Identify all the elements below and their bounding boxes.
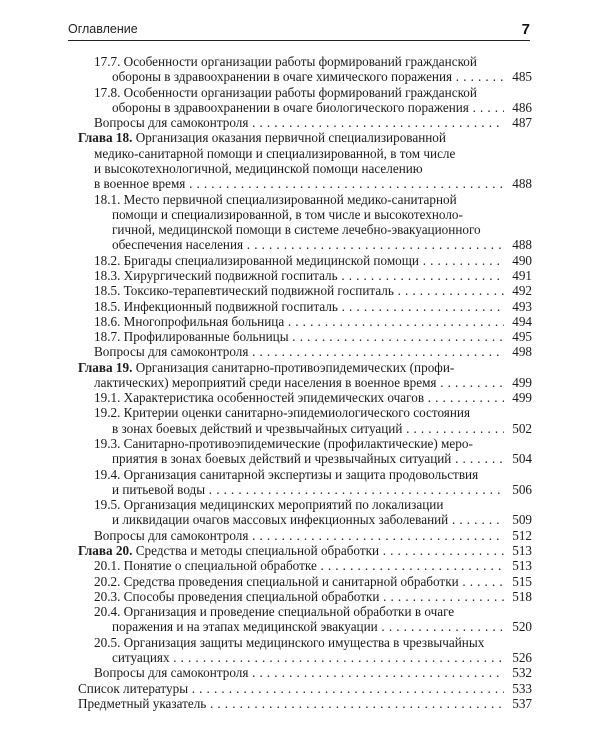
toc-entry-text: 18.1. Место первичной специализированной медико-санитарной <box>94 191 457 207</box>
toc-page-number: 488 <box>512 237 532 253</box>
toc-page-number: 495 <box>512 329 532 344</box>
toc-entry-text: Вопросы для самоконтроля <box>94 344 249 360</box>
toc-entry-text: 19.4. Организация санитарной экспертизы и защита продовольствия <box>94 466 479 482</box>
toc-entry-text: 20.1. Понятие о специальной обработке <box>94 558 317 574</box>
toc-page-number: 506 <box>512 481 532 497</box>
toc-page-number: 498 <box>512 344 532 360</box>
toc-page-number: 492 <box>512 283 532 299</box>
toc-entry-text: в военное время <box>94 176 186 192</box>
toc-entry-text: 20.3. Способы проведения специальной обработки <box>94 588 380 604</box>
toc-entry-text: Организация санитарно-противоэпидемических (профи- <box>132 359 455 375</box>
toc-page-number: 499 <box>512 390 532 406</box>
header-page-number: 7 <box>521 21 530 38</box>
toc-entry-text: 20.2. Средства проведения специальной и санитарной обработки <box>94 573 459 589</box>
toc-page-number: 515 <box>512 573 532 589</box>
toc-entry-text: 18.7. Профилированные больницы <box>94 329 289 344</box>
toc-entry-text: ситуациях <box>112 649 170 665</box>
toc-page-number: 537 <box>512 695 532 711</box>
toc-entry-text: Вопросы для самоконтроля <box>94 665 249 681</box>
toc-entry-text: обеспечения населения <box>112 237 244 253</box>
toc-entry-text: обороны в здравоохранении в очаге биологического поражения <box>112 99 469 115</box>
toc-entry-text: 18.3. Хирургический подвижной госпиталь <box>94 267 338 283</box>
toc-page-number: 499 <box>512 374 532 390</box>
toc-entry-text: 20.5. Организация защиты медицинского имущества в чрезвычайных <box>94 634 485 650</box>
toc-entry-text: 19.1. Характеристика особенностей эпидемических очагов <box>94 390 425 406</box>
toc-entry-text: и питьевой воды <box>112 481 206 497</box>
toc-page-number: 493 <box>512 298 532 314</box>
toc-chapter-label: Глава 18. <box>78 130 133 146</box>
toc-page-number: 488 <box>512 176 532 192</box>
toc-chapter-label: Глава 20. <box>78 543 133 558</box>
toc-page-number: 526 <box>512 649 532 665</box>
toc-entry-text: Средства и методы специальной обработки <box>132 543 380 558</box>
toc-page-number: 494 <box>512 313 532 329</box>
toc-entry-text: медико-санитарной помощи и специализированной, в том числе <box>94 145 456 161</box>
toc-page-number: 512 <box>512 527 532 543</box>
toc-page-number: 504 <box>512 451 532 467</box>
toc-page-number: 485 <box>512 69 532 85</box>
toc-entry-text: в зонах боевых действий и чрезвычайных ситуаций <box>112 420 403 436</box>
toc-entry-text: 18.6. Многопрофильная больница <box>94 313 285 329</box>
toc-entry-text: 19.3. Санитарно-противоэпидемические (профилактические) меро- <box>94 436 473 451</box>
toc-entry-text: 20.4. Организация и проведение специальной обработки в очаге <box>94 604 455 620</box>
toc-entry-text: помощи и специализированной, в том числе и высокотехноло- <box>112 206 463 222</box>
toc-page-number: 502 <box>512 420 532 436</box>
toc-entry-text: лактических) мероприятий среди населения в военное время <box>94 374 437 390</box>
toc-entry-text: 19.2. Критерии оценки санитарно-эпидемиологического состояния <box>94 405 471 421</box>
toc-page-number: 490 <box>512 252 532 268</box>
toc-page-number: 487 <box>512 115 532 131</box>
toc-entry-text: и высокотехнологичной, медицинской помощи населению <box>94 161 423 176</box>
toc-entry-text: поражения и на этапах медицинской эвакуации <box>112 619 378 635</box>
toc-entry-text: 18.5. Токсико-терапевтический подвижной госпиталь <box>94 283 394 299</box>
running-header <box>68 16 530 41</box>
toc-page-number: 520 <box>512 619 532 635</box>
toc-entry-text: 18.2. Бригады специализированной медицинской помощи <box>94 252 419 268</box>
toc-chapter-label: Глава 19. <box>78 359 133 375</box>
toc-entry-text: обороны в здравоохранении в очаге химического поражения <box>112 69 453 85</box>
toc-entry-text: 17.8. Особенности организации работы формирований гражданской <box>94 84 477 100</box>
toc-entry-text: 17.7. Особенности организации работы формирований гражданской <box>94 54 477 69</box>
toc-entry-text: Вопросы для самоконтроля <box>94 527 249 543</box>
toc-entry-text: 18.5. Инфекционный подвижной госпиталь <box>94 298 338 314</box>
toc-page-number: 513 <box>512 543 532 558</box>
toc-entry-text: приятия в зонах боевых действий и чрезвычайных ситуаций <box>112 451 452 467</box>
toc-entry-text: и ликвидации очагов массовых инфекционных заболеваний <box>112 512 449 528</box>
toc-page-number: 513 <box>512 558 532 574</box>
toc-page-number: 532 <box>512 665 532 681</box>
toc-page-number: 491 <box>512 267 532 283</box>
toc-entry-line <box>0 695 600 712</box>
toc-page-number: 486 <box>512 99 532 115</box>
toc-entry-text: Организация оказания первичной специализированной <box>132 130 446 146</box>
toc-page-number: 518 <box>512 588 532 604</box>
toc-entry-text: 19.5. Организация медицинских мероприятий по локализации <box>94 497 444 513</box>
toc-page-number: 533 <box>512 680 532 696</box>
toc-entry-title <box>78 695 504 712</box>
toc-entry-text: Предметный указатель <box>78 695 207 711</box>
header-section-title: Оглавление <box>68 22 138 36</box>
toc-entry-text: гичной, медицинской помощи в системе лечебно-эвакуационного <box>112 222 481 238</box>
toc-page-number: 509 <box>512 512 532 528</box>
toc-entry-text: Вопросы для самоконтроля <box>94 115 249 131</box>
toc-entry-text: Список литературы <box>78 680 189 696</box>
